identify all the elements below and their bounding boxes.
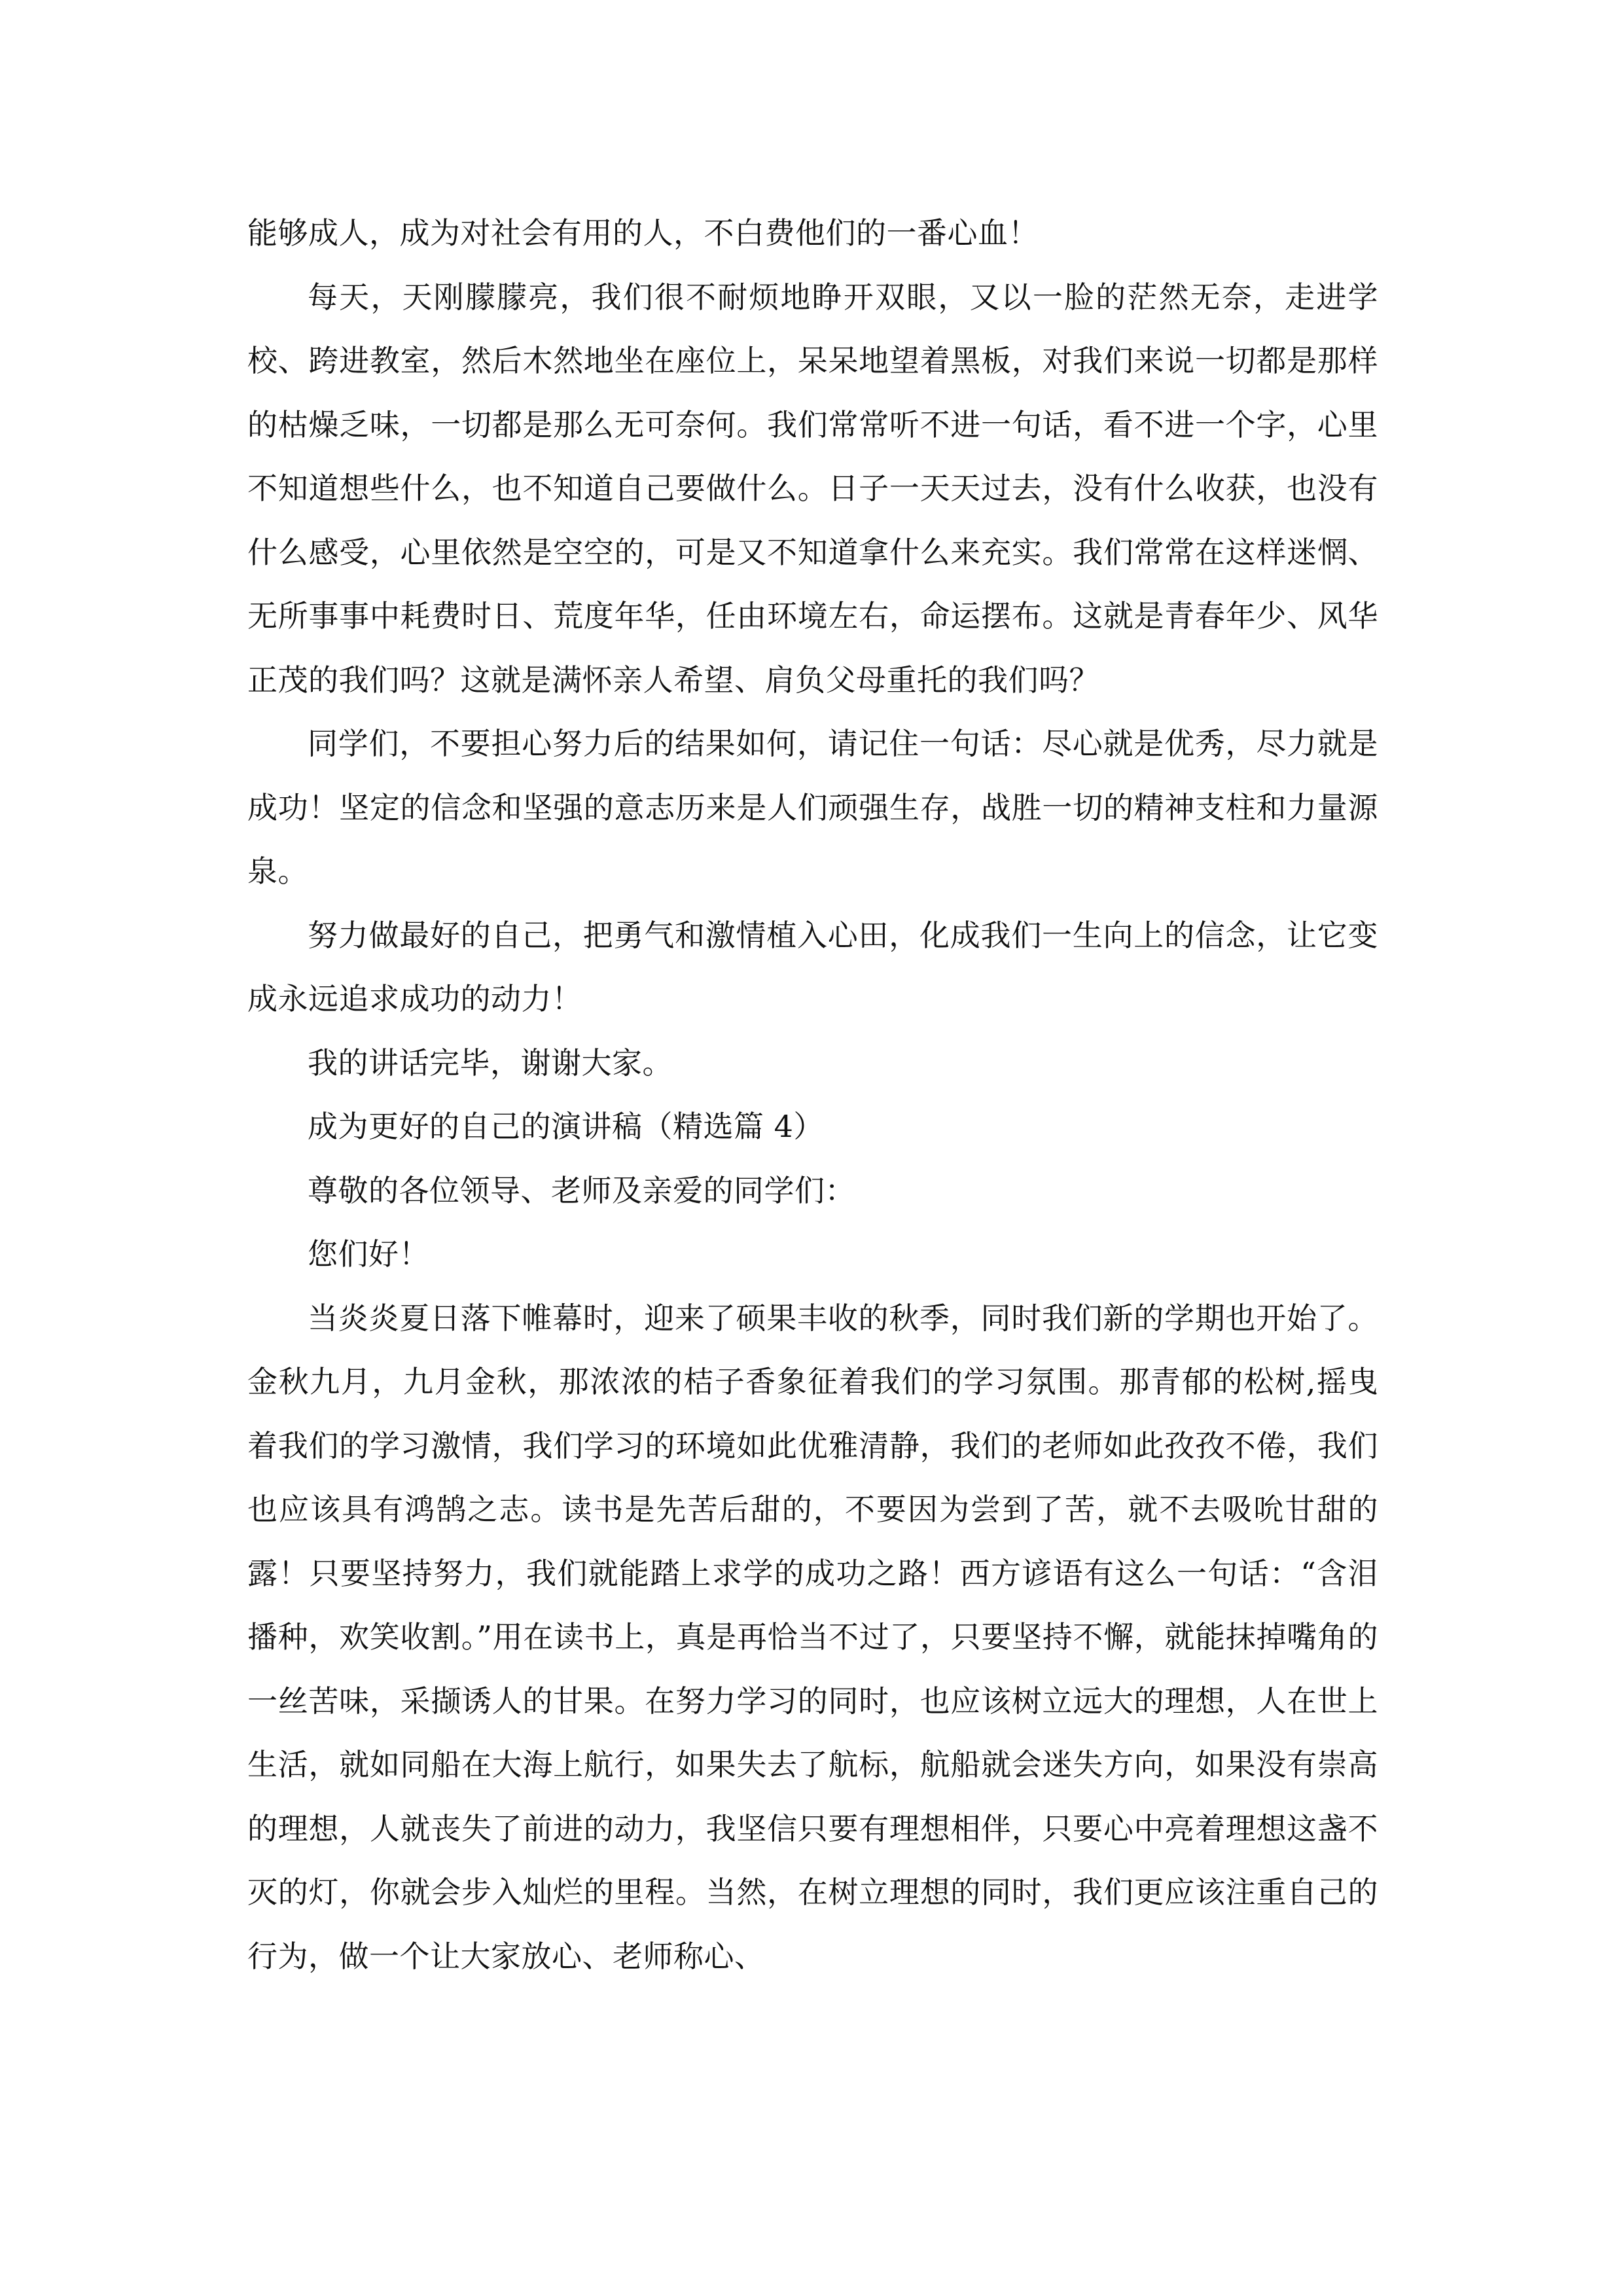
paragraph-4: 努力做最好的自己，把勇气和激情植入心田，化成我们一生向上的信念，让它变成永远追求成功的动力！: [247, 917, 1378, 1016]
document-page: [247, 202, 1378, 1988]
paragraph-5: 我的讲话完毕，谢谢大家。: [308, 1045, 673, 1081]
paragraph-9: 当炎炎夏日落下帷幕时，迎来了硕果丰收的秋季，同时我们新的学期也开始了。金秋九月，九月金秋，那浓浓的桔子香象征着我们的学习氛围。那青郁的松树,摇曳着我们的学习激情，我们学习的环境如此优雅清静，我们的老师如此孜孜不倦，我们也应该具有鸿鹄之志。读书是先苦后甜的，不要因为尝到了苦，就不去吸吮甘甜的露！只要坚持努力，我们就能踏上求学的成功之路！西方谚语有这么一句话：“含泪播种，欢笑收割。”用在读书上，真是再恰当不过了，只要坚持不懈，就能抹掉嘴角的一丝苦味，采撷诱人的甘果。在努力学习的同时，也应该树立远大的理想，人在世上生活，就如同船在大海上航行，如果失去了航标，航船就会迷失方向，如果没有崇高的理想，人就丧失了前进的动力，我坚信只要有理想相伴，只要心中亮着理想这盏不灭的灯，你就会步入灿烂的里程。当然，在树立理想的同时，我们更应该注重自己的行为，做一个让大家放心、老师称心、: [247, 1300, 1378, 1974]
paragraph-1: 能够成人，成为对社会有用的人，不白费他们的一番心血！: [247, 215, 1039, 251]
salutation: 尊敬的各位领导、老师及亲爱的同学们：: [308, 1172, 855, 1208]
section-title: 成为更好的自己的演讲稿（精选篇 4）: [308, 1109, 824, 1144]
paragraph-2: 每天，天刚朦朦亮，我们很不耐烦地睁开双眼，又以一脸的茫然无奈，走进学校、跨进教室，然后木然地坐在座位上，呆呆地望着黑板，对我们来说一切都是那样的枯燥乏味，一切都是那么无可奈何。我们常常听不进一句话，看不进一个字，心里不知道想些什么，也不知道自己要做什么。日子一天天过去，没有什么收获，也没有什么感受，心里依然是空空的，可是又不知道拿什么来充实。我们常常在这样迷惘、无所事事中耗费时日、荒度年华，任由环境左右，命运摆布。这就是青春年少、风华正茂的我们吗？这就是满怀亲人希望、肩负父母重托的我们吗？: [247, 279, 1378, 698]
paragraph-3: 同学们，不要担心努力后的结果如何，请记住一句话：尽心就是优秀，尽力就是成功！坚定的信念和坚强的意志历来是人们顽强生存，战胜一切的精神支柱和力量源泉。: [247, 726, 1378, 889]
greeting: 您们好！: [308, 1236, 429, 1272]
